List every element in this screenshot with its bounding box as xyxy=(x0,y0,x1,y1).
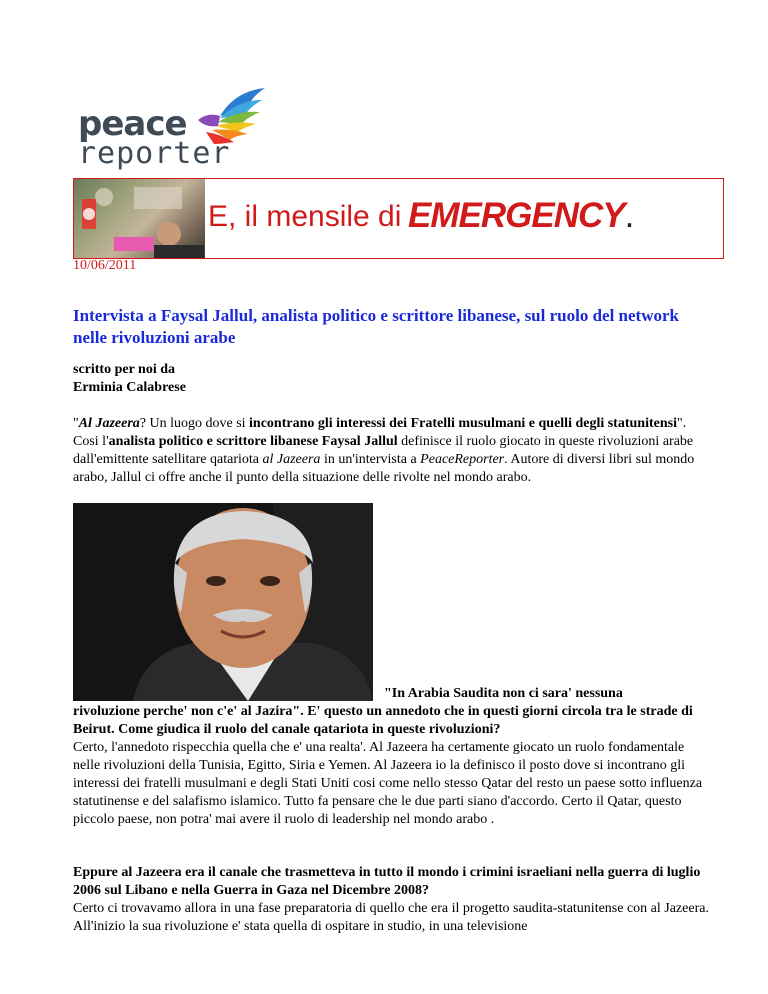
intro-text-4: in un'intervista a xyxy=(320,452,421,467)
emergency-brand xyxy=(408,196,633,236)
answer-2: Certo ci trovavamo allora in una fase preparatoria di quello che era il progetto saudita-statunitense con al Jazeera. All'inizio la sua rivoluzione e' stata quella di ospitare in studio, in una televisione xyxy=(73,901,709,934)
intro-bold-1: incontrano gli interessi dei Fratelli musulmani e quelli degli statunitensi xyxy=(249,416,677,431)
protest-photo xyxy=(74,179,205,258)
intro-text-2: ". Cosi l' xyxy=(73,416,687,449)
emergency-banner[interactable] xyxy=(73,178,724,259)
question-1-head: "In Arabia Saudita non ci sara' nessuna xyxy=(384,686,623,701)
faysal-jallul-portrait xyxy=(73,503,373,701)
article-title: Intervista a Faysal Jallul, analista politico e scrittore libanese, sul ruolo del network nelle rivoluzioni arabe xyxy=(73,306,679,347)
answer-1: Certo, l'annedoto rispecchia quella che e' una realta'. Al Jazeera ha certamente giocato un ruolo fondamentale nelle rivoluzioni della Tunisia, Egitto, Siria e Yemen. Al Jazeera io la definisco il posto dove si incontrano gli interessi dei fratelli musulmani e degli Stati Uniti cosi come nello stesso Qatar del resto un paese sotto influenza statutinense e del salafismo islamico. Tutto fa pensare che le due parti siano d'accordo. Certo il Qatar, questo piccolo paese, non potra' mai avere il ruolo di leadership nel mondo arabo . xyxy=(73,740,703,827)
byline xyxy=(73,361,186,397)
emergency-wordmark: EMERGENCY xyxy=(408,196,625,235)
banner-lead-text: E, il mensile di xyxy=(208,200,402,233)
logo-text-peace: peace xyxy=(78,104,187,144)
portrait-illustration xyxy=(73,503,373,701)
intro-quote-open: " xyxy=(73,416,79,431)
logo-text-reporter: reporter xyxy=(78,136,231,171)
question-1: rivoluzione perche' non c'e' al Jazira". E' questo un annedoto che in questi giorni circola tra le strade di Beirut. Come giudica il ruolo del canale qatariota in queste rivoluzioni? xyxy=(73,704,693,737)
article-date: 10/06/2011 xyxy=(73,258,137,273)
peace-reporter-logo[interactable] xyxy=(78,86,278,176)
brand-dot: . xyxy=(624,196,634,235)
intro-text-1: ? Un luogo dove si xyxy=(139,416,250,431)
question-2: Eppure al Jazeera era il canale che trasmetteva in tutto il mondo i crimini israeliani nella guerra di luglio 2006 sul Libano e nella Guerra in Gaza nel Dicembre 2008? xyxy=(73,865,701,898)
intro-italic-aljazeera: al Jazeera xyxy=(262,452,321,467)
intro-italic-peacereporter: PeaceReporter xyxy=(420,452,505,467)
protest-photo-illustration xyxy=(74,179,205,258)
byline-author: Erminia Calabrese xyxy=(73,380,186,395)
intro-text-3: definisce il ruolo giocato in queste rivoluzioni arabe dall'emittente satellitare qatariota xyxy=(73,434,694,467)
intro-paragraph xyxy=(73,415,713,487)
intro-text-5: . Autore di diversi libri sul mondo arabo, Jallul ci offre anche il punto della situazione delle rivolte nel mondo arabo. xyxy=(73,452,695,485)
intro-aljazeera: Al Jazeera xyxy=(78,416,140,431)
byline-label: scritto per noi da xyxy=(73,362,176,377)
intro-bold-2: analista politico e scrittore libanese Faysal Jallul xyxy=(108,434,398,449)
